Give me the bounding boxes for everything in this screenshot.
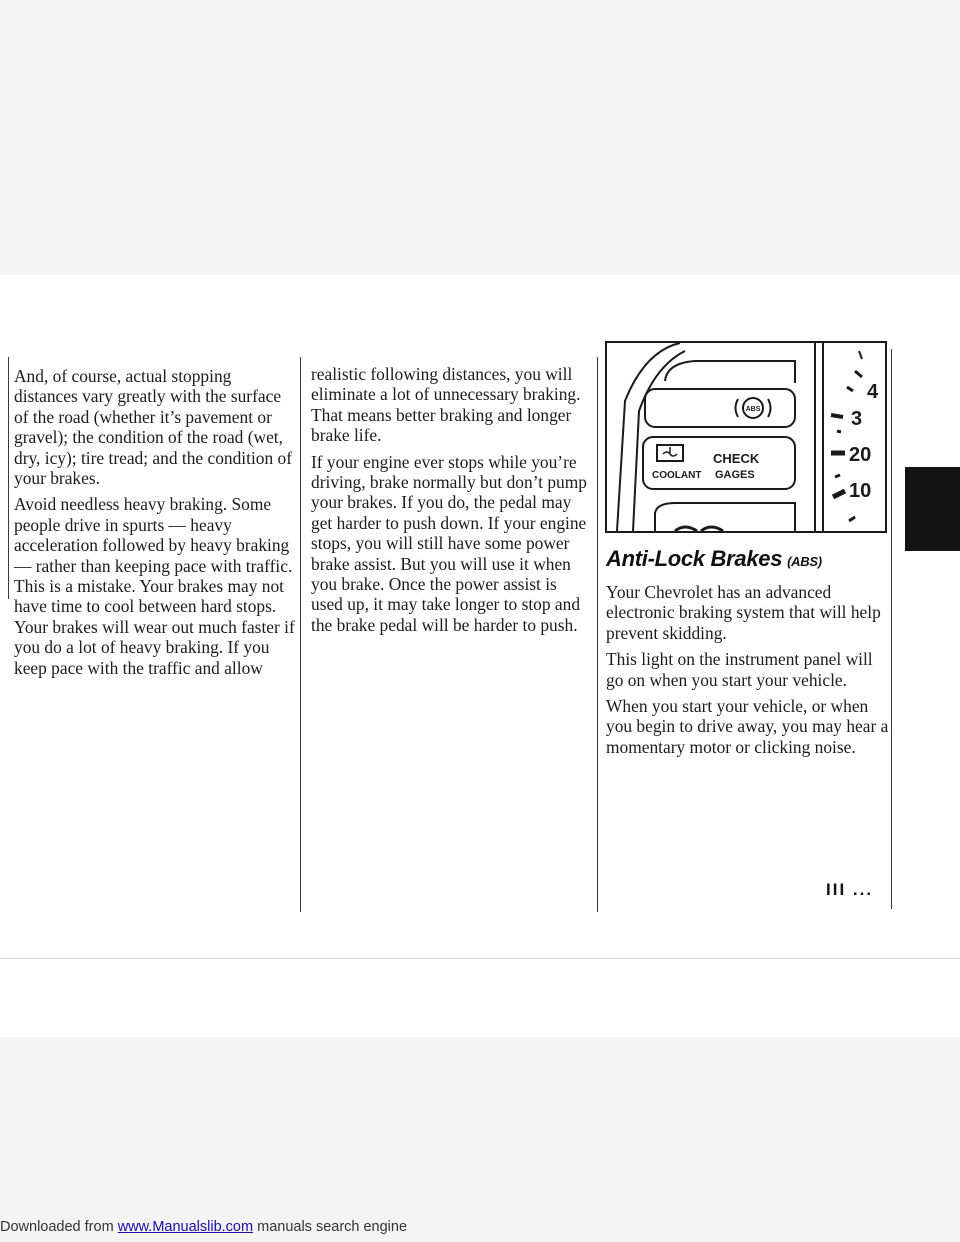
column-rule-left <box>8 357 9 599</box>
gages-label: GAGES <box>715 469 755 481</box>
paragraph: When you start your vehicle, or when you begin to drive away, you may hear a momentary motor or clicking noise. <box>606 696 889 757</box>
check-label: CHECK <box>713 451 760 466</box>
footer-divider <box>0 958 960 959</box>
paragraph: Your Chevrolet has an advanced electronic braking system that will help prevent skidding. <box>606 582 881 643</box>
column-rule-right <box>597 357 598 912</box>
section-tab-marker <box>905 467 960 551</box>
paragraph: Avoid needless heavy braking. Some people drive in spurts — heavy acceleration followed by heavy braking — rather than keeping pace with traffic. This is a mistake. Your brakes may not have time to cool between hard stops. Your brakes will wear out much faster if you do a lot of heavy braking. If you keep pace with the traffic and allow <box>14 494 295 678</box>
text-column-2 <box>311 364 591 641</box>
section-heading <box>606 546 822 572</box>
footer-prefix: Downloaded from <box>0 1219 114 1235</box>
footer-suffix: manuals search engine <box>257 1219 408 1235</box>
column-rule-middle <box>300 357 301 912</box>
text-column-1 <box>14 366 298 684</box>
text-column-3 <box>606 582 890 763</box>
paragraph: realistic following distances, you will eliminate a lot of unnecessary braking. That means better braking and longer brake life. <box>311 364 581 446</box>
column-rule-far-right <box>891 349 892 909</box>
abs-icon-label: ABS <box>745 406 761 413</box>
gauge-number-30: 3 <box>851 408 863 430</box>
instrument-panel-illustration <box>605 341 887 533</box>
paragraph: And, of course, actual stopping distances vary greatly with the surface of the road (whether it’s pavement or gravel); the condition of the road (wet, dry, icy); tire tread; and the condition of your brakes. <box>14 366 292 489</box>
gauge-number-40: 4 <box>867 381 879 403</box>
section-heading-title: Anti-Lock Brakes <box>606 546 783 571</box>
gauge-number-10: 10 <box>849 480 872 502</box>
page-marker: III ... <box>826 880 874 899</box>
download-footer <box>0 1219 407 1235</box>
abs-indicator-window <box>645 389 795 427</box>
paragraph: If your engine ever stops while you’re driving, brake normally but don’t pump your brakes. If you do, the pedal may get harder to push down. If your engine stops, you will still have some power brake assist. But you will use it when you brake. Once the power assist is used up, it may take longer to stop and the brake pedal will be harder to push. <box>311 451 587 635</box>
gauge-number-20: 20 <box>849 444 872 466</box>
manualslib-link[interactable]: www.Manualslib.com <box>117 1219 254 1235</box>
section-heading-abbr: (ABS) <box>787 554 822 569</box>
coolant-label: COOLANT <box>652 470 702 481</box>
paragraph: This light on the instrument panel will go on when you start your vehicle. <box>606 649 873 690</box>
